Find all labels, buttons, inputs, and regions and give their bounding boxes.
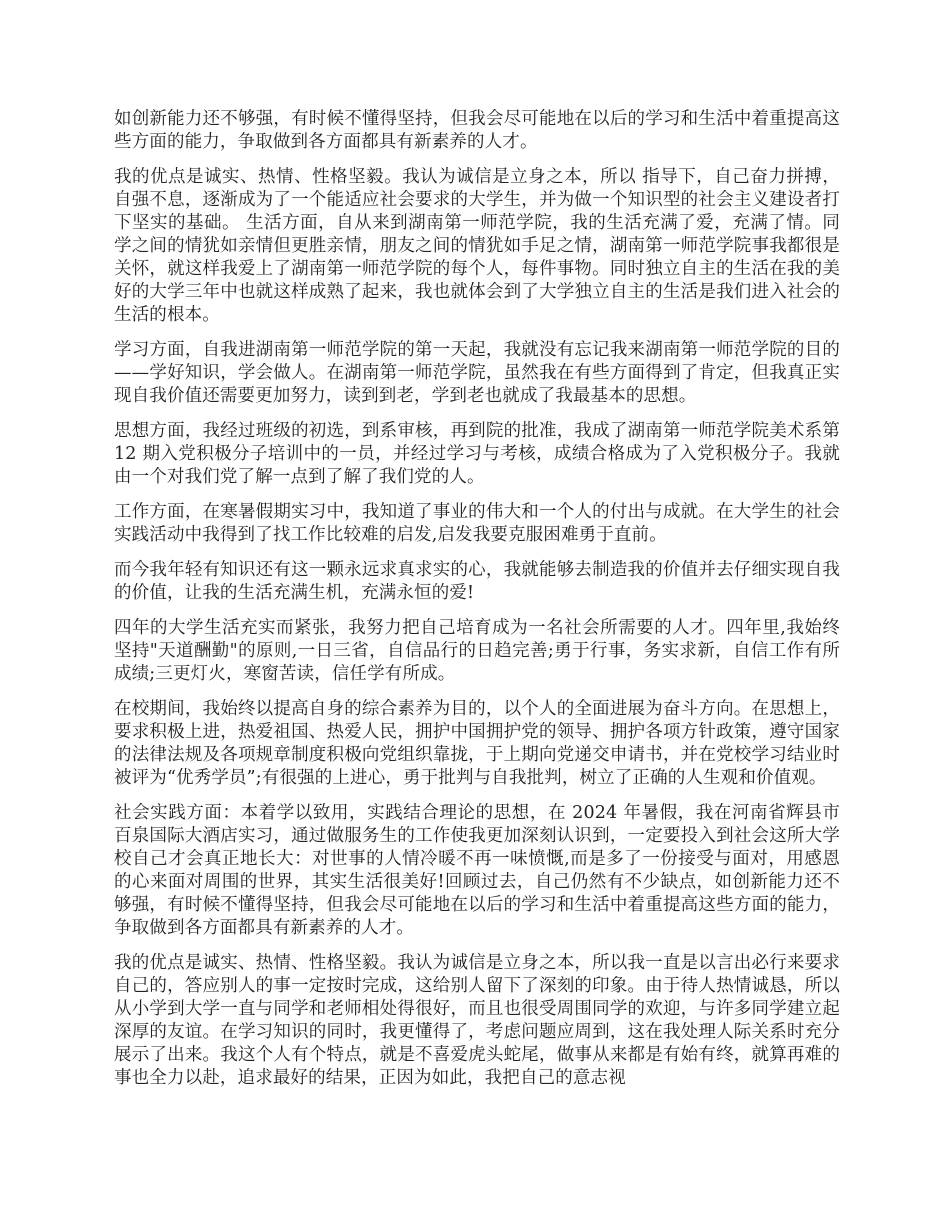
paragraph: 四年的大学生活充实而紧张，我努力把自己培育成为一名社会所需要的人才。四年里,我始终坚持"天道酬勤"的原则,一日三省，自信品行的日趋完善;勇于行事，务实求新，自信工作有所成绩;三更灯火，寒窗苦读，信任学有所成。 (114, 618, 840, 684)
paragraph: 而今我年轻有知识还有这一颗永远求真求实的心，我就能够去制造我的价值并去仔细实现自我的价值，让我的生活充满生机，充满永恒的爱! (114, 560, 840, 603)
paragraph: 我的优点是诚实、热情、性格坚毅。我认为诚信是立身之本，所以我一直是以言出必行来要求自己的，答应别人的事一定按时完成，这给别人留下了深刻的印象。由于待人热情诚恳，所以从小学到大学一直与同学和老师相处得很好，而且也很受周围同学的欢迎，与许多同学建立起深厚的友谊。在学习知识的同时，我更懂得了，考虑问题应周到，这在我处理人际关系时充分展示了出来。我这个人有个特点，就是不喜爱虎头蛇尾，做事从来都是有始有终，就算再难的事也全力以赴，追求最好的结果，正因为如此，我把自己的意志视 (114, 953, 840, 1088)
paragraph: 学习方面，自我进湖南第一师范学院的第一天起，我就没有忘记我来湖南第一师范学院的目的——学好知识，学会做人。在湖南第一师范学院，虽然我在有些方面得到了肯定，但我真正实现自我价值还需要更加努力，读到到老，学到老也就成了我最基本的思想。 (114, 340, 840, 406)
document-body (114, 108, 840, 1102)
paragraph: 如创新能力还不够强，有时候不懂得坚持，但我会尽可能地在以后的学习和生活中着重提高这些方面的能力，争取做到各方面都具有新素养的人才。 (114, 109, 840, 152)
paragraph: 社会实践方面：本着学以致用，实践结合理论的思想，在 2024 年暑假，我在河南省辉县市百泉国际大酒店实习，通过做服务生的工作使我更加深刻认识到，一定要投入到社会这所大学校自己才会真正地长大：对世事的人情冷暖不再一味愤慨,而是多了一份接受与面对，用感恩的心来面对周围的世界，其实生活很美好!回顾过去，自己仍然有不少缺点，如创新能力还不够强，有时候不懂得坚持，但我会尽可能地在以后的学习和生活中着重提高这些方面的能力，争取做到各方面都具有新素养的人才。 (114, 803, 840, 938)
paragraph: 工作方面，在寒暑假期实习中，我知道了事业的伟大和一个人的付出与成就。在大学生的社会实践活动中我得到了找工作比较难的启发,启发我要克服困难勇于直前。 (114, 502, 840, 545)
paragraph: 我的优点是诚实、热情、性格坚毅。我认为诚信是立身之本，所以 指导下，自己奋力拼搏，自强不息，逐渐成为了一个能适应社会要求的大学生，并为做一个知识型的社会主义建设者打下坚实的基础。 生活方面，自从来到湖南第一师范学院，我的生活充满了爱，充满了情。同学之间的情犹如亲情但更胜亲情，朋友之间的情犹如手足之情，湖南第一师范学院事我都很是关怀，就这样我爱上了湖南第一师范学院的每个人，每件事物。同时独立自主的生活在我的美好的大学三年中也就这样成熟了起来，我也就体会到了大学独立自主的生活是我们进入社会的生活的根本。 (114, 167, 840, 325)
paragraph: 在校期间，我始终以提高自身的综合素养为目的，以个人的全面进展为奋斗方向。在思想上，要求积极上进，热爱祖国、热爱人民，拥护中国拥护党的领导、拥护各项方针政策，遵守国家的法律法规及各项规章制度积极向党组织靠拢，于上期向党递交申请书，并在党校学习结业时被评为“优秀学员”;有很强的上进心，勇于批判与自我批判，树立了正确的人生观和价值观。 (114, 699, 840, 788)
paragraph: 思想方面，我经过班级的初选，到系审核，再到院的批准，我成了湖南第一师范学院美术系第 12 期入党积极分子培训中的一员，并经过学习与考核，成绩合格成为了入党积极分子。我就由一个对我们党了解一点到了解了我们党的人。 (114, 421, 840, 487)
